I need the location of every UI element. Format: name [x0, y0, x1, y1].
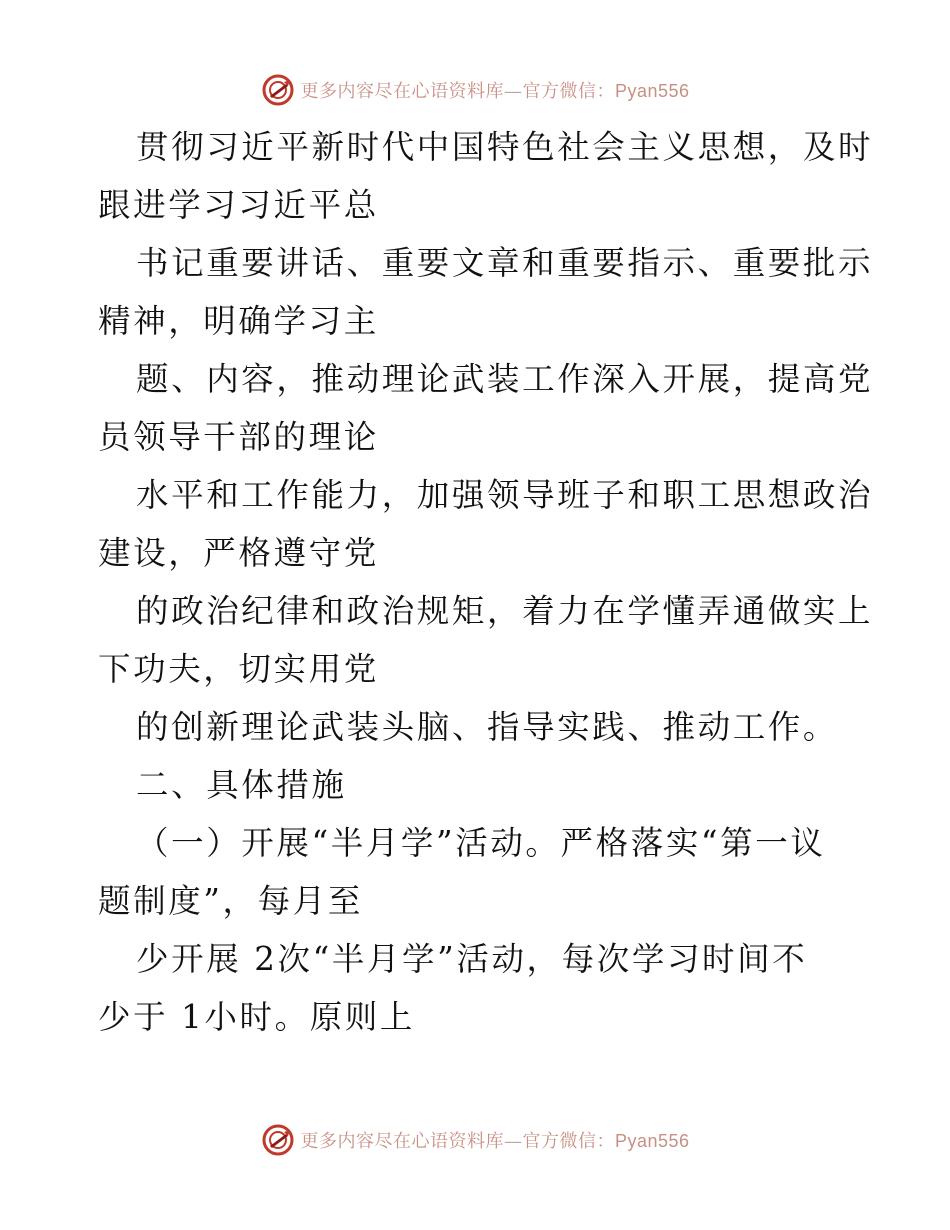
footer-watermark	[0, 1120, 950, 1160]
text-line: 的政治纪律和政治规矩，着力在学懂弄通做实上	[136, 592, 874, 630]
text-line: 书记重要讲话、重要文章和重要指示、重要批示	[136, 244, 874, 282]
watermark-text: 更多内容尽在心语资料库—官方微信：Pyan556	[300, 1131, 690, 1152]
text-line: 题制度”，每月至	[98, 882, 363, 920]
section-heading: 二、具体措施	[136, 766, 347, 804]
text-line: 的创新理论武装头脑、指导实践、推动工作。	[136, 708, 839, 746]
header-watermark	[0, 70, 950, 110]
text-line: 少于 1小时。原则上	[98, 998, 416, 1036]
text-line: 下功夫，切实用党	[98, 650, 379, 688]
text-line: 员领导干部的理论	[98, 418, 379, 456]
text-line: 精神，明确学习主	[98, 302, 379, 340]
text-line: 贯彻习近平新时代中国特色社会主义思想，及时	[136, 128, 874, 166]
text-line: 少开展 2次“半月学”活动，每次学习时间不	[136, 940, 808, 978]
text-line: 题、内容，推动理论武装工作深入开展，提高党	[136, 360, 874, 398]
text-line: 跟进学习习近平总	[98, 186, 379, 224]
watermark-text: 更多内容尽在心语资料库—官方微信：Pyan556	[300, 81, 690, 102]
watermark-logo-icon	[260, 1122, 296, 1158]
text-line: 建设，严格遵守党	[98, 534, 379, 572]
text-line: （一）开展“半月学”活动。严格落实“第一议	[136, 824, 826, 862]
text-line: 水平和工作能力，加强领导班子和职工思想政治	[136, 476, 874, 514]
watermark-logo-icon	[260, 72, 296, 108]
document-body	[98, 118, 874, 1046]
